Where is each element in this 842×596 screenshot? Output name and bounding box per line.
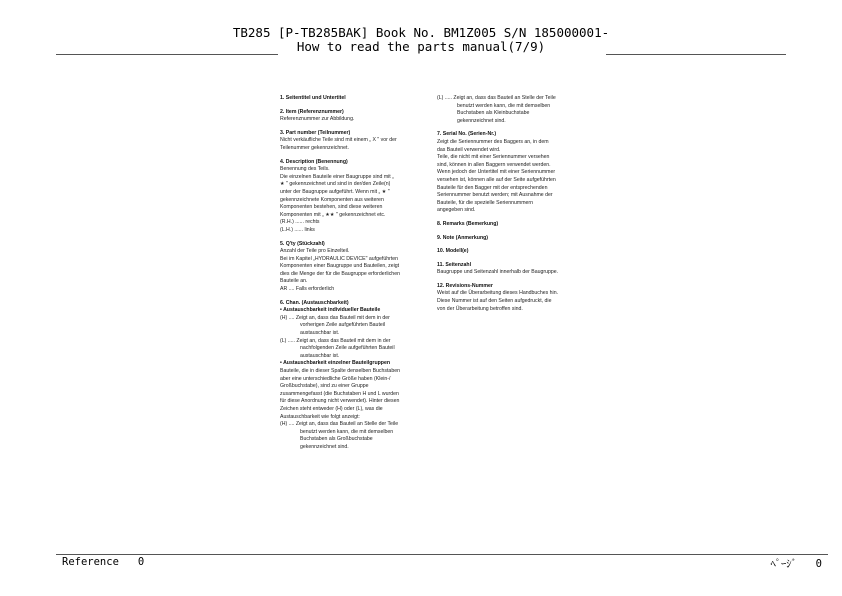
page-header: [0, 26, 842, 54]
section-heading: 7. Serial No. (Serien-Nr.): [437, 131, 497, 138]
section-heading: 9. Note (Anmerkung): [437, 234, 489, 241]
text-line: angegeben sind.: [437, 207, 476, 214]
text-line: Großbuchstabe), sind zu einer Gruppe: [280, 383, 369, 390]
indented-text-line: vorherigen Zeile aufgeführten Bauteil: [300, 322, 386, 329]
section-heading: 5. Q'ty (Stückzahl): [280, 240, 325, 247]
text-line: Teilenummer gekennzeichnet.: [280, 144, 349, 151]
header-subtitle-line: How to read the parts manual(7/9): [296, 39, 546, 54]
text-line: Referenznummer zur Abbildung.: [280, 116, 355, 123]
text-line: Zeigt die Seriennummer des Baggers an, in dem: [437, 138, 549, 145]
section-heading: 8. Remarks (Bemerkung): [437, 220, 499, 227]
section-heading: • Austauschbarkeit einzelner Bauteilgruppen: [280, 360, 391, 367]
text-line: Zeichen steht entweder (H) oder (L), was die: [280, 405, 383, 412]
text-line: unter der Baugruppe aufgeführt. Wenn mit „ ★ ": [280, 188, 390, 195]
text-line: aber eine unterschiedliche Größe haben (Klein-/: [280, 375, 391, 382]
text-line: versehen ist, können alle auf der Seite aufgeführten: [437, 176, 556, 183]
text-line: Weist auf die Überarbeitung dieses Handbuches hin.: [437, 290, 559, 297]
text-line: (R.H.) ...... rechts: [280, 219, 320, 226]
header-title-line: TB285 [P-TB285BAK] Book No. BM1Z005 S/N 185000001-: [232, 25, 610, 40]
text-line: Diese Nummer ist auf den Seiten aufgedruckt, die: [437, 298, 552, 305]
footer-reference: Reference 0: [62, 556, 145, 568]
text-line: von der Überarbeitung betroffen sind.: [437, 305, 523, 312]
text-line: Bauteile an.: [280, 278, 308, 285]
text-line: zusammengefasst (die Buchstaben H und L wurden: [280, 390, 399, 397]
section-heading: 2. Item (Referenznummer): [280, 108, 344, 115]
indented-text-line: Buchstaben als Kleinbuchstabe: [457, 110, 530, 117]
text-line: Komponenten bestehen, sind diese weiteren: [280, 204, 383, 211]
right-text-column: [437, 95, 577, 313]
text-line: Bei im Kapitel „HYDRAULIC DEVICE" aufgeführten: [280, 255, 399, 262]
text-line: gekennzeichnete Komponenten aus weiteren: [280, 196, 384, 203]
text-line: Die einzelnen Bauteile einer Baugruppe sind mit „: [280, 173, 394, 180]
text-line: Seriennummer benutzt werden; mit Ausnahme der: [437, 192, 553, 199]
header-rule-left: [56, 54, 278, 55]
text-line: für diese Anordnung nicht verwendet). Hinter diesen: [280, 398, 400, 405]
text-line: Bauteile, für die spezielle Seriennummern: [437, 199, 534, 206]
indented-text-line: nachfolgenden Zeile aufgeführten Bauteil: [300, 345, 395, 352]
section-heading: 3. Part number (Teilnummer): [280, 129, 351, 136]
text-line: (L) ..... Zeigt an, dass das Bauteil mit dem in der: [280, 337, 391, 344]
text-line: (L) ..... Zeigt an, dass das Bauteil an Stelle der Teile: [437, 95, 556, 101]
text-line: (H) .... Zeigt an, dass das Bauteil mit dem in der: [280, 314, 390, 321]
indented-text-line: benutzt werden kann, die mit demselben: [457, 102, 551, 109]
text-line: Benennung des Teils.: [280, 166, 330, 173]
text-line: dies die Menge der für die Baugruppe erforderlichen: [280, 270, 400, 277]
indented-text-line: austauschbar ist.: [300, 352, 340, 359]
text-line: Anzahl der Teile pro Einzelteil.: [280, 248, 350, 255]
text-line: Austauschbarkeit wie folgt anzeigt:: [280, 413, 360, 420]
text-line: (L.H.) ...... links: [280, 226, 315, 233]
left-text-column: [280, 95, 420, 452]
indented-text-line: Buchstaben als Großbuchstabe: [300, 436, 373, 443]
text-line: Komponenten mit „ ★★ " gekennzeichnet etc.: [280, 211, 386, 218]
indented-text-line: austauschbar ist.: [300, 330, 340, 337]
text-line: ★ " gekennzeichnet und sind in der/den Zeile(n): [280, 181, 391, 188]
text-line: Baugruppe und Seitenzahl innerhalb der Baugruppe.: [437, 269, 559, 276]
section-heading: 12. Revisions-Nummer: [437, 282, 493, 289]
footer-page-number: ﾍﾟｰｼﾞ 0: [770, 558, 822, 570]
text-line: Komponenten einer Baugruppe und Bauteilen, zeigt: [280, 263, 400, 270]
text-line: Bauteile, die in dieser Spalte denselben Buchstaben: [280, 368, 400, 374]
section-heading: 11. Seitenzahl: [437, 261, 472, 268]
text-line: sind, können in allen Baggern verwendet werden.: [437, 161, 551, 168]
text-line: AR .... Falls erforderlich: [280, 286, 335, 293]
section-heading: • Austauschbarkeit individueller Bauteile: [280, 307, 381, 314]
text-line: Wenn jedoch der Untertitel mit einer Seriennummer: [437, 169, 556, 176]
text-line: Teile, die nicht mit einer Seriennummer versehen: [437, 154, 550, 161]
section-heading: 1. Seitentitel und Untertitel: [280, 95, 346, 101]
section-heading: 4. Description (Benennung): [280, 158, 348, 165]
header-rule-right: [606, 54, 786, 55]
text-line: das Bauteil verwendet wird.: [437, 146, 501, 153]
text-line: Nicht verkäufliche Teile sind mit einem „ X " vor der: [280, 137, 397, 144]
section-heading: 10. Modell(e): [437, 248, 469, 255]
text-line: Bauteile für den Bagger mit der entsprechenden: [437, 184, 548, 191]
indented-text-line: benutzt werden kann, die mit demselben: [300, 428, 394, 435]
section-heading: 6. Chan. (Austauschbarkeit): [280, 299, 349, 306]
indented-text-line: gekennzeichnet sind.: [300, 443, 349, 450]
footer-rule: [56, 554, 828, 555]
indented-text-line: gekennzeichnet sind.: [457, 117, 506, 124]
text-line: (H) .... Zeigt an, dass das Bauteil an Stelle der Teile: [280, 421, 399, 428]
